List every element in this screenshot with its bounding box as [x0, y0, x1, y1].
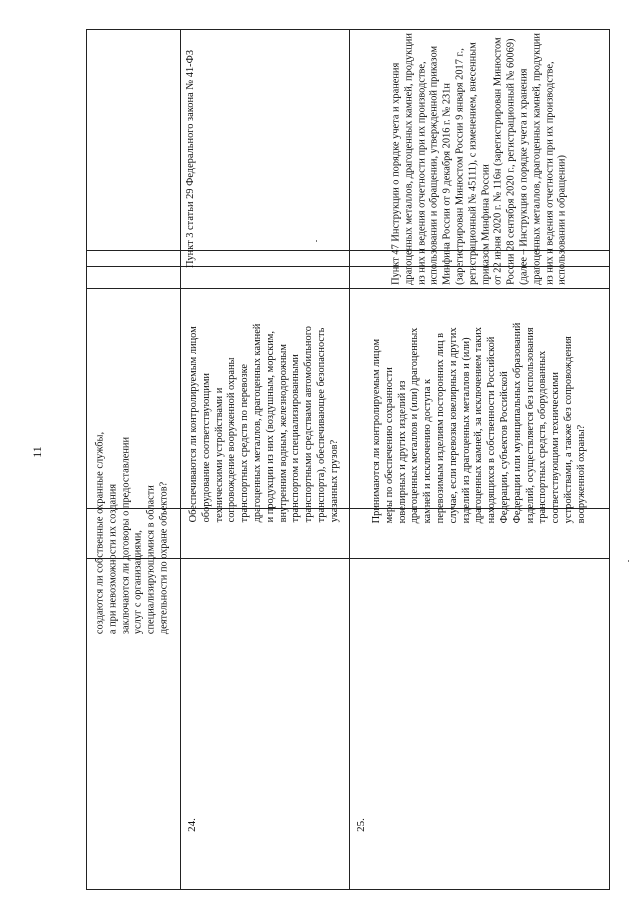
row-continued-number-cell	[86, 558, 180, 890]
row-24-requirement: Пункт 3 статьи 29 Федерального закона № 41-ФЗ	[185, 49, 196, 268]
row-25-requirement-cell	[349, 29, 610, 288]
row-24-question-cell	[180, 288, 349, 558]
row-25-question-cell	[349, 288, 610, 558]
row-24-question: Обеспечиваются ли контролируемым лицом оборудование соответствующими техническими устройствами и сопровождение вооруженной охраны транспортных средств по перевозке драгоценных металлов, драгоценных камней и продукции из них (воздушным, морским, внутренним водным, железнодорожным транспортом и специализированными транспортными средствами автомобильного транспорта), обеспечивающее безопасность указанных грузов?	[187, 323, 340, 523]
row-25-question: Принимаются ли контролируемым лицом меры по обеспечению сохранности ювелирных и других изделий из драгоценных металлов и (или) драгоценных камней и исключению доступа к перевозимым изделиям посторонних лиц в случае, если перевозка ювелирных и других изделий из драгоценных металлов и (или) драгоценных камней, за исключением таких находящихся в собственности Российской Федерации, субъектов Российской Федерации или муниципальных образований изделий, осуществляется без использования транспортных средств, оборудованных соответствующими техническими устройствами, а также без сопровождения вооруженной охраны?	[370, 322, 587, 524]
row-24-requirement-cell	[180, 29, 349, 288]
row-continued-question-cell	[86, 431, 180, 635]
row-25-number-cell	[349, 558, 610, 890]
scan-artifact	[628, 560, 629, 562]
page-number: 11	[30, 446, 44, 458]
row-24-number-cell	[180, 558, 349, 890]
scan-artifact	[316, 240, 317, 242]
row-continued-question: создаются ли собственные охранные службы, а при невозможности их создания заключаются ли договоры о предоставлении услуг с организациями, специализирующимися в области деятельности по охране объектов?	[94, 431, 170, 635]
row-24-number: 24.	[186, 818, 198, 832]
row-25-requirement: Пункт 47 Инструкции о порядке учета и хранения драгоценных металлов, драгоценных камней, продукции из них и ведения отчетности при их производстве, использовании и обращении, утвержденной приказом Минфина России от 9 декабря 2016 г. № 231н (зарегистрирован Минюстом России 9 января 2017 г., регистрационный № 45111), с изменением, внесенным приказом Минфина России от 22 июня 2020 г. № 116н (зарегистрирован Минюстом России 28 сентября 2020 г., регистрационный № 60069) (далее – Инструкция о порядке учета и хранения драгоценных металлов, драгоценных камней, продукции из них и ведения отчетности при их производстве, использовании и обращении)	[389, 32, 568, 285]
row-25-number: 25.	[355, 818, 367, 832]
